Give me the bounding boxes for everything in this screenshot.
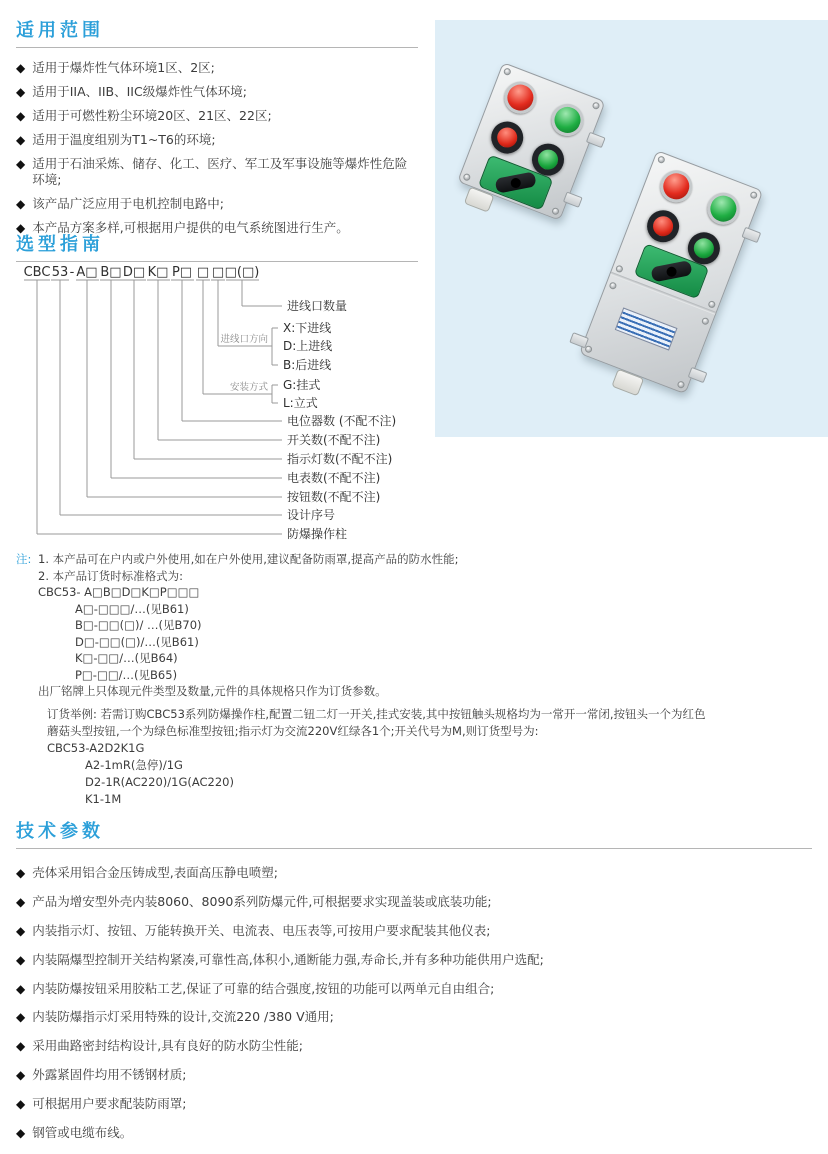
leaf-inlet-dir-option: X:下进线	[283, 321, 332, 335]
tech-title: 技术参数	[16, 821, 104, 842]
mounting-ear	[563, 191, 583, 207]
scope-item-text: 适用于温度组别为T1~T6的环境;	[32, 131, 216, 147]
diamond-bullet-icon: ◆	[16, 1097, 26, 1111]
scope-title: 适用范围	[16, 20, 104, 41]
diamond-bullet-icon: ◆	[16, 952, 26, 967]
leaf-mount-option: G:挂式	[283, 378, 321, 392]
diamond-bullet-icon: ◆	[16, 1039, 26, 1054]
scope-item-text: 该产品广泛应用于电机控制电路中;	[32, 196, 224, 212]
diamond-bullet-icon: ◆	[16, 61, 26, 75]
order-format: B□-□□(□)/ …(见B70)	[75, 618, 202, 632]
diamond-bullet-icon: ◆	[16, 1068, 26, 1083]
diamond-bullet-icon: ◆	[16, 981, 26, 996]
scope-item-text: 适用于石油采炼、储存、化工、医疗、军工及军事设施等爆炸性危险环境;	[32, 155, 408, 188]
tech-item-text: 采用曲路密封结构设计,具有良好的防水防尘性能;	[32, 1038, 303, 1054]
list-item	[16, 1096, 806, 1113]
diamond-bullet-icon: ◆	[16, 1125, 26, 1140]
list-item	[16, 1067, 806, 1084]
model-segment: 53	[51, 265, 69, 280]
tech-section	[16, 823, 812, 1154]
screw-icon	[657, 155, 666, 164]
screw-icon	[701, 317, 710, 326]
diamond-bullet-icon: ◆	[16, 132, 26, 147]
notes-section	[16, 551, 812, 700]
scope-divider	[16, 47, 418, 48]
screw-icon	[608, 281, 617, 290]
list-item	[16, 132, 414, 149]
scope-item-text: 本产品方案多样,可根据用户提供的电气系统图进行生产。	[32, 220, 349, 236]
example-line: 蘑菇头型按钮,一个为绿色标准型按钮;指示灯为交流220V红绿各1个;开关代号为M,则订货型号为:	[47, 724, 539, 738]
device-faceplate	[579, 150, 764, 394]
scope-item-text: 适用于可燃性粉尘环境20区、21区、22区;	[32, 107, 272, 123]
selection-title: 选型指南	[16, 234, 104, 255]
diamond-bullet-icon: ◆	[16, 156, 26, 171]
group-label-mount: 安装方式	[229, 382, 268, 393]
screw-icon	[503, 67, 512, 76]
scope-section	[16, 22, 418, 244]
leaf-design-serial: 设计序号	[287, 508, 336, 522]
mounting-ear	[586, 132, 606, 148]
scope-list	[16, 60, 418, 237]
leaf-inlet-count: 进线口数量	[287, 299, 348, 313]
tech-item-text: 内装防爆按钮采用胶粘工艺,保证了可靠的结合强度,按钮的功能可以两单元自由组合;	[32, 980, 495, 996]
model-segment: P□	[171, 265, 193, 280]
tech-item-text: 产品为增安型外壳内装8060、8090系列防爆元件,可根据要求实现盖装或底装功能;	[32, 893, 492, 909]
diamond-bullet-icon: ◆	[16, 197, 26, 212]
leaf-lamp-count: 指示灯数(不配不注)	[287, 452, 393, 466]
note-item: 2. 本产品订货时标准格式为:	[38, 568, 184, 583]
screw-icon	[615, 264, 624, 273]
list-item	[16, 865, 806, 882]
screw-icon	[551, 207, 560, 216]
list-item	[16, 952, 806, 969]
selector-knob	[650, 260, 692, 282]
tech-item-text: 外露紧固件均用不锈钢材质;	[32, 1067, 187, 1083]
tech-item-text: 钢管或电缆布线。	[32, 1124, 133, 1140]
list-item	[16, 981, 806, 998]
example-model: CBC53-A2D2K1G	[47, 741, 145, 755]
green-indicator-lamp	[547, 99, 588, 140]
tech-item-text: 可根据用户要求配装防雨罩;	[32, 1096, 187, 1111]
order-format-main: CBC53- A□B□D□K□P□□□	[38, 585, 200, 599]
diamond-bullet-icon: ◆	[16, 108, 26, 123]
model-segment: K□	[147, 265, 169, 280]
red-pushbutton	[487, 117, 528, 158]
list-item	[16, 1038, 806, 1055]
tech-list	[16, 865, 812, 1142]
tech-item-text: 内装防爆指示灯采用特殊的设计,交流220 /380 V通用;	[32, 1009, 334, 1025]
note-item: 1. 本产品可在户内或户外使用,如在户外使用,建议配备防雨罩,提高产品的防水性能;	[38, 552, 459, 566]
diamond-bullet-icon: ◆	[16, 1010, 26, 1025]
leaf-button-count: 按钮数(不配不注)	[287, 490, 381, 504]
leaf-product-name: 防爆操作柱	[287, 527, 348, 541]
order-format: D□-□□(□)/…(见B61)	[75, 634, 199, 649]
model-segment: □(□)	[224, 265, 260, 280]
list-item	[16, 108, 414, 125]
mounting-ear	[688, 367, 708, 383]
model-segment: B□	[100, 265, 122, 280]
order-example-section	[47, 706, 813, 808]
leaf-mount-option: L:立式	[283, 396, 318, 410]
tech-item-text: 壳体采用铝合金压铸成型,表面高压静电喷塑;	[32, 865, 278, 880]
example-sub-line: K1-1M	[85, 792, 122, 806]
example-sub-line: D2-1R(AC220)/1G(AC220)	[85, 775, 234, 789]
control-station-tall	[579, 150, 764, 394]
tech-divider	[16, 848, 812, 849]
model-code-diagram	[14, 262, 454, 554]
tech-item-text: 内装指示灯、按钮、万能转换开关、电流表、电压表等,可按用户要求配装其他仪表;	[32, 922, 491, 938]
leaf-meter-count: 电表数(不配不注)	[287, 471, 381, 485]
order-format: A□-□□□/…(见B61)	[75, 601, 189, 616]
red-pushbutton	[642, 206, 683, 247]
mounting-ear	[741, 227, 761, 243]
screw-icon	[749, 191, 758, 200]
screw-icon	[676, 380, 685, 389]
order-format: K□-□□/…(见B64)	[75, 651, 178, 665]
list-item	[16, 1125, 806, 1142]
diamond-bullet-icon: ◆	[16, 923, 26, 938]
control-station-small	[457, 62, 606, 221]
diagram-lines	[24, 280, 282, 534]
list-item	[16, 60, 414, 77]
leaf-switch-count: 开关数(不配不注)	[287, 433, 381, 447]
red-indicator-lamp	[500, 77, 541, 118]
screw-icon	[591, 101, 600, 110]
tech-item-text: 内装隔爆型控制开关结构紧凑,可靠性高,体积小,通断能力强,寿命长,并有多种功能供用户选配;	[32, 951, 544, 967]
leaf-potentiometer: 电位器数 (不配不注)	[287, 414, 397, 428]
scope-item-text: 适用于爆炸性气体环境1区、2区;	[32, 60, 215, 75]
list-item	[16, 84, 414, 101]
model-segment: D□	[122, 265, 146, 280]
screw-icon	[707, 300, 716, 309]
nameplate	[615, 307, 678, 350]
list-item	[16, 1009, 806, 1026]
selector-knob	[495, 171, 537, 193]
list-item	[16, 894, 806, 911]
list-item	[16, 196, 414, 213]
green-indicator-lamp	[703, 188, 744, 229]
diamond-bullet-icon: ◆	[16, 894, 26, 909]
diamond-bullet-icon: ◆	[16, 866, 26, 880]
model-segment: CBC	[23, 265, 51, 280]
diamond-bullet-icon: ◆	[16, 221, 26, 236]
model-hyphen: -	[69, 265, 75, 280]
leaf-inlet-dir-option: B:后进线	[283, 358, 332, 372]
example-sub-line: A2-1mR(急停)/1G	[85, 758, 183, 772]
scope-item-text: 适用于IIA、IIB、IIC级爆炸性气体环境;	[32, 83, 247, 99]
list-item	[16, 156, 414, 190]
product-photo	[435, 20, 828, 437]
screw-icon	[462, 173, 471, 182]
order-format: P□-□□/…(见B65)	[75, 667, 178, 682]
note-tag: 注:	[16, 552, 32, 566]
leaf-inlet-dir-option: D:上进线	[283, 339, 333, 353]
model-segment: □	[196, 265, 210, 280]
group-label-inlet-direction: 进线口方向	[220, 334, 268, 345]
note-closing: 出厂铭牌上只体现元件类型及数量,元件的具体规格只作为订货参数。	[38, 684, 387, 698]
example-line: 订货举例: 若需订购CBC53系列防爆操作柱,配置二钮二灯一开关,挂式安装,其中按钮触头规格均为一常开一常闭,按钮头一个为红色	[47, 707, 706, 721]
red-indicator-lamp	[656, 166, 697, 207]
model-segment: □	[211, 265, 225, 280]
model-segment: A□	[76, 265, 98, 280]
diamond-bullet-icon: ◆	[16, 84, 26, 99]
model-code	[24, 265, 260, 280]
list-item	[16, 923, 806, 940]
